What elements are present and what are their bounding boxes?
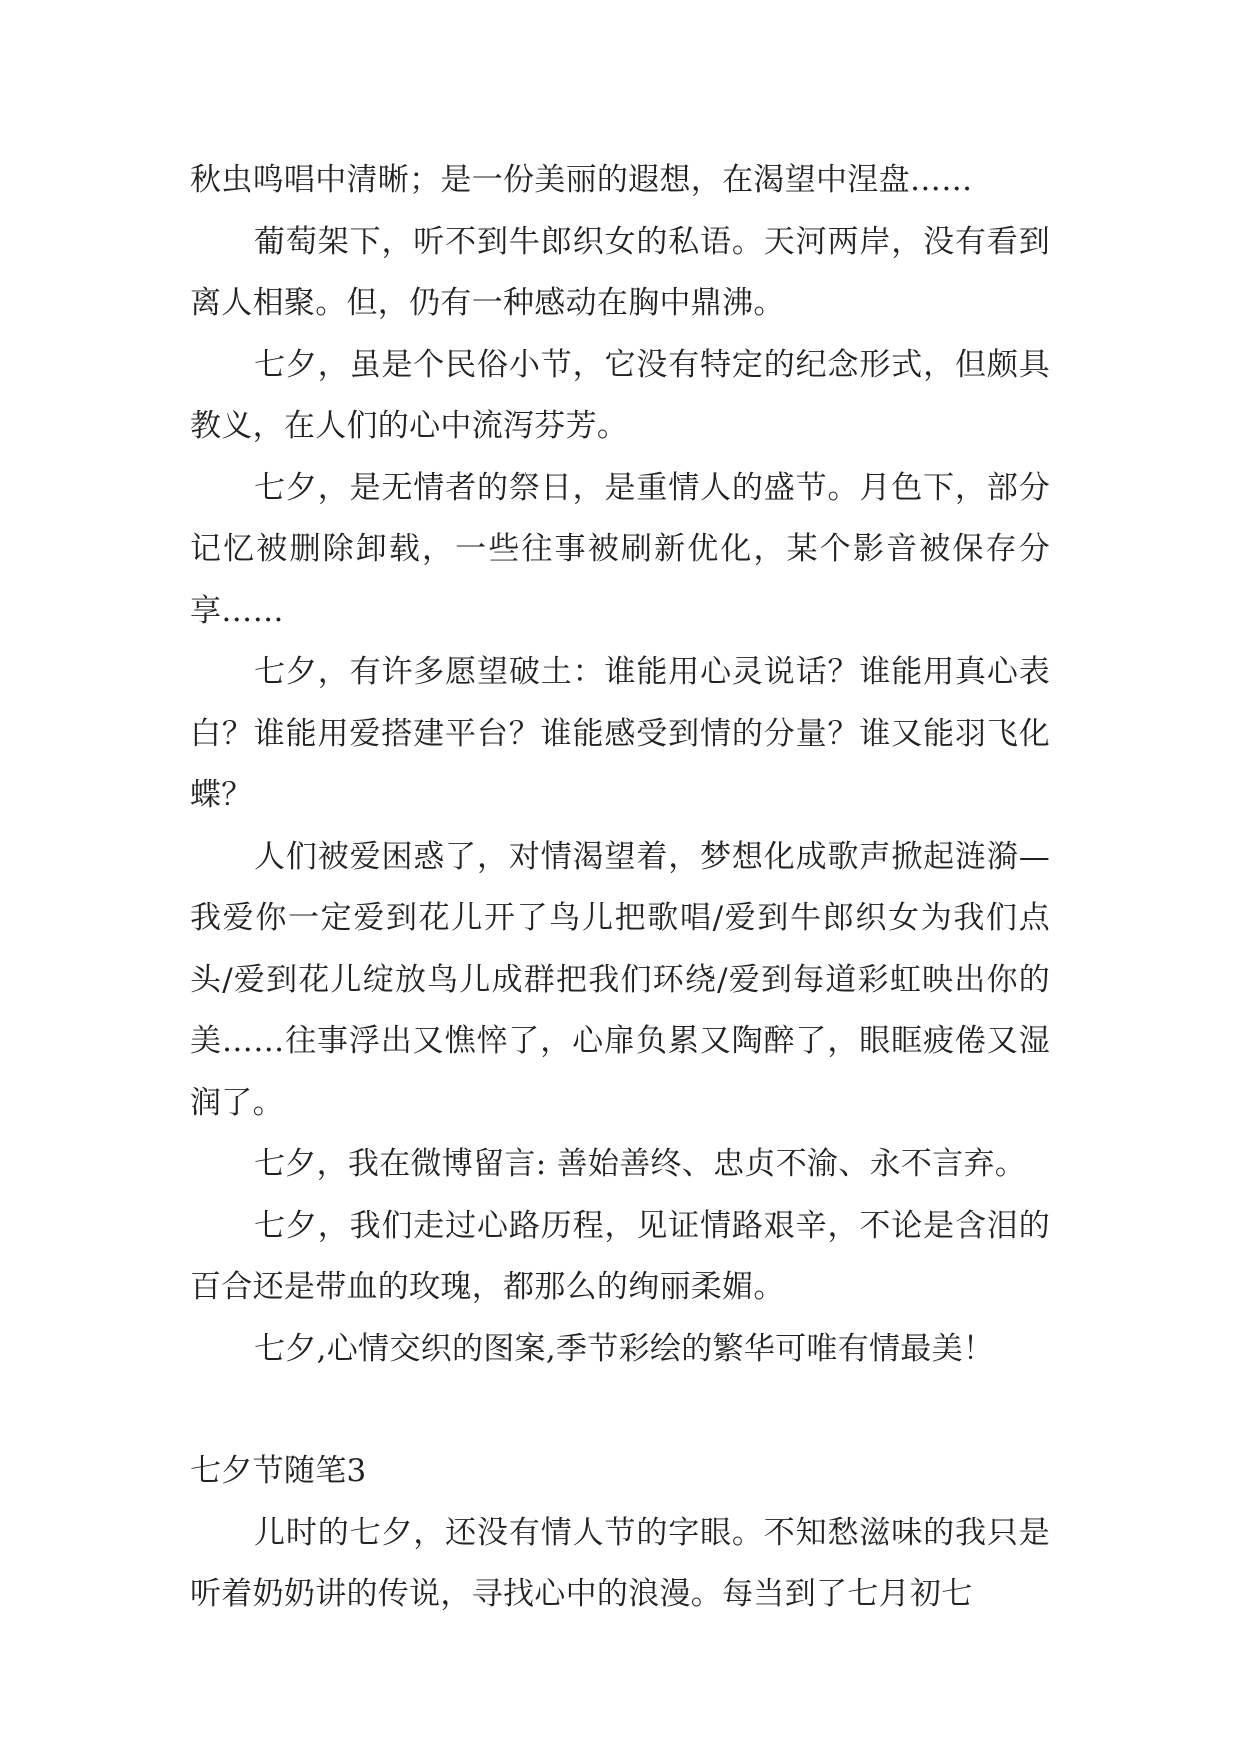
paragraph-moonlight: 七夕，是无情者的祭日，是重情人的盛节。月色下，部分记忆被删除卸载，一些往事被刷新优化，某个影音被保存分享……: [190, 469, 1050, 629]
paragraph-song: 人们被爱困惑了，对情渴望着，梦想化成歌声掀起涟漪—我爱你一定爱到花儿开了鸟儿把歌唱/爱到牛郎织女为我们点头/爱到花儿绽放鸟儿成群把我们环绕/爱到每道彩虹映出你的美……往事浮出又憔悴了，心扉负累又陶醉了，眼眶疲倦又湿润了。: [190, 838, 1050, 1121]
paragraph-folk-festival: 七夕，虽是个民俗小节，它没有特定的纪念形式，但颇具教义，在人们的心中流泻芬芳。: [190, 346, 1050, 444]
paragraph-wishes: 七夕，有许多愿望破土：谁能用心灵说话？谁能用真心表白？谁能用爱搭建平台？谁能感受到情的分量？谁又能羽飞化蝶？: [190, 654, 1050, 813]
section-heading: 七夕节随笔3: [190, 1453, 367, 1489]
paragraph-childhood: 儿时的七夕，还没有情人节的字眼。不知愁滋味的我只是听着奶奶讲的传说，寻找心中的浪漫。每当到了七月初七: [190, 1514, 1050, 1612]
paragraph-weibo: 七夕，我在微博留言: 善始善终、忠贞不渝、永不言弃。: [254, 1146, 1027, 1182]
section-gap: [190, 1380, 1050, 1441]
paragraph-grape-trellis: 葡萄架下，听不到牛郎织女的私语。天河两岸，没有看到离人相聚。但，仍有一种感动在胸中鼎沸。: [190, 223, 1050, 321]
paragraph-pattern: 七夕,心情交织的图案,季节彩绘的繁华可唯有情最美！: [254, 1330, 995, 1367]
document-body: [190, 150, 1050, 1626]
paragraph-continuation: 秋虫鸣唱中清晰；是一份美丽的遐想，在渴望中涅盘……: [190, 162, 973, 198]
paragraph-journey: 七夕，我们走过心路历程，见证情路艰辛，不论是含泪的百合还是带血的玫瑰，都那么的绚丽柔媚。: [190, 1207, 1050, 1305]
